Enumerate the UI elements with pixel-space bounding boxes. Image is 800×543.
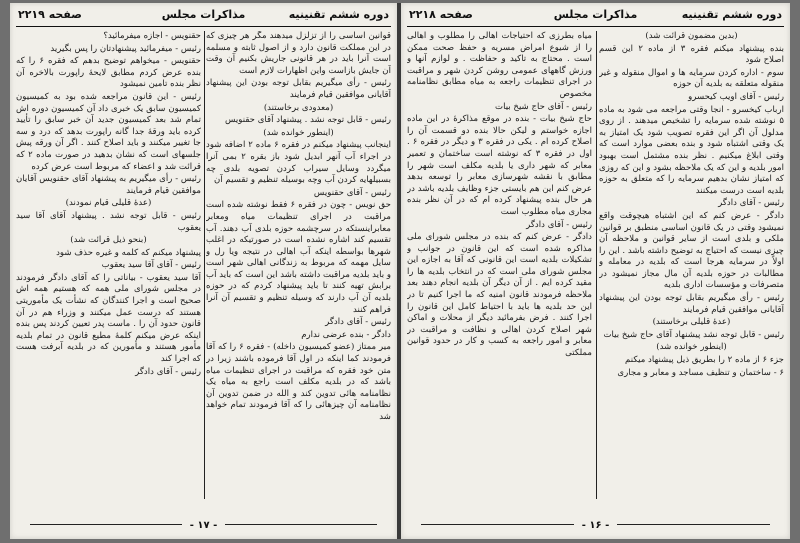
paragraph: سوم - اداره کردن سرمایه ها و اموال منقوله و غیر منقوله متعلقه به بلدیه آن حوزه — [599, 67, 784, 90]
footer-page-number: - ۱۷ - — [182, 520, 226, 531]
paragraph: آقا سید یعقوب - بیاناتی را که آقای دادگر فرمودند در مجلس شورای ملی همه که هستیم همه اش صحیح است و اجرا کنندگان که نشأت یک مأموریتی هستند که درست عمل میکنند و وزراء هم در آن قانون حدود آن را . ماست پدر تعیین کردند پس بنده اینکه عرض میکنم کلمۀ مطیع قانون در تمام بلدیه مأمور هستند و مأمورین که در بلدیه آبرفت هست که اجرا کند — [16, 272, 201, 365]
paragraph: دادگر - عرض کنم که این اشتباه هیچوقت واقع نمیشود وقتی در یک قانون اساسی منطبق بر قوانین ملکی و بلدی است از سایر قوانین و ملاحظه آن چیزی نیست که احتیاج به توضیح داشته باشد . این را اولاً در سرمایه هرجا است که بلدیه در معامله و مطالبات در حوزه بلدیه آن مال مجاز نمیشود در متصرفات و مؤسسات اداری بلدیه — [599, 210, 784, 291]
paragraph: رئیس - رأی میگیریم به پیشنهاد آقای حقنویس آقایان موافقین قیام فرمایند — [16, 174, 201, 196]
paragraph: حقنویس - اجازه میفرمائید؟ — [103, 31, 201, 41]
paragraph: رئیس - آقای آقا سید یعقوب — [101, 260, 201, 271]
column-separator — [596, 31, 597, 499]
left-page — [10, 3, 397, 539]
paragraph: رئیس - قابل توجه نشد . پیشنهاد آقای حقنویس — [224, 115, 391, 126]
header-title: مذاکرات مجلس — [553, 8, 638, 21]
page-header — [409, 8, 782, 24]
header-page-number: صفحه ۲۲۱۸ — [409, 8, 473, 21]
paragraph: رئیس - آقای دادگر — [526, 219, 592, 230]
paragraph: (اینطور خوانده شد) — [263, 127, 334, 138]
footer-page-number: - ۱۶ - — [574, 520, 618, 531]
paragraph: رئیس - آقای دادگر — [718, 198, 784, 209]
text-column-right — [206, 31, 391, 499]
paragraph: رئیس - قابل توجه نشد . پیشنهاد آقای آقا سید یعقوب — [16, 210, 201, 233]
paragraph: (بنحو ذیل قرائت شد) — [70, 235, 147, 246]
paragraph: رئیس - میفرمائید پیشنهادتان را پس بگیرید — [50, 43, 201, 54]
header-session: دوره ششم تقنینیه — [681, 8, 782, 21]
paragraph: (عدۀ قلیلی برخاستند) — [652, 317, 731, 328]
text-column-left — [16, 31, 201, 499]
paragraph: پیشنهاد میکنم که کلمه و غیره حذف شود — [56, 247, 201, 258]
paragraph: رئیس - آقای حقنویس — [313, 187, 391, 198]
paragraph: دادگر - عرض کنم که بنده در مجلس شورای ملی مذاکره شده است که این قانون در جوانب و تشکیلات بلدیه است این قانونی که آقا به اجازه این مجلس شورای ملی است که در انتخاب بلدیه ها را مقید کرده ایم . از آن دیگر آن بلدیه انجام دهند بعد ملاحظه فرمودند قانون امنیه که ما اجرا کنیم تا در این حد بلدیه ها باید با احتیاط کامل این قانون را اجرا کنند . فرض بفرمائید دیگر از محلات و اماکن شهر اصلاح کردن اهالی و نظافت و مراقبت در معابر و امور راجعه به کسب و کار در حدود قوانین مملکتی — [407, 232, 592, 359]
header-title: مذاکرات مجلس — [161, 8, 246, 21]
paragraph: میر ممتاز (عضو کمیسیون داخله) - فقره ۶ را که آقا فرمودند کما اینکه در اول آقا فرموده باشند زیرا در متن خود فقره که مراقبت در اجرای تنظیمات میاه باشد که در بلدیه مکلف است راجع به میاه یک نظامنامه هائی تدوین کند و الله در ضمن تدوین آن نظامنامه آن چیزهائی را که آقا فرمودند تمام خواهد شد — [206, 342, 391, 422]
paragraph: رئیس - رأی میگیریم بقابل توجه بودن این پیشنهاد آقایانی موافقین قیام فرمایند — [599, 293, 784, 315]
text-column-right — [599, 31, 784, 499]
paragraph: ۶ - ساختمان و تنظیف مساجد و معابر و مجاری — [617, 367, 784, 378]
paragraph: رئیس - این قانون مراجعه شده بود به کمیسیون کمیسیون سابق یک خبری داد آن کمیسیون دوره اش تمام شد بعد کمیسیون جدید آن خبر سابق را تأیید کرده باید ورقۀ جدا گانه راپورت بدهد که درد و سه جا تغییر میکنند و باید اصلاح کنند . اگر آن ورقه پیش جلسهای است که نشان بدهید در صورت ماده ۲ که قرائت شد و اعضاء که مربوط است عرض کرده — [16, 91, 201, 172]
paragraph: (بدین مضمون قرائت شد) — [645, 31, 738, 41]
paragraph: حقنویس - میخواهم توضیح بدهم که فقره ۶ را که بنده عرض کردم مطابق لایحۀ راپورت بالاخره آن نظر بنده تامین نمیشود — [16, 56, 201, 90]
paragraph: (معدودی برخاستند) — [263, 102, 334, 113]
paragraph: میاه بطرزی که احتیاجات اهالی را مطلوب و اهالی را از شیوع امراض مسریه و حفظ صحت ممکن است . محتاج به تاکید و حفاظت . و لوازم آنها و ورزش گاههای عمومی روشن کردن شهر و مراقبت در اجرای تنظیمات راجعه به میاه مطابق نظامنامه مخصوص — [407, 31, 592, 99]
header-rule — [16, 26, 391, 27]
paragraph: رئیس - آقای دادگر — [325, 317, 391, 328]
right-page — [401, 3, 790, 539]
paragraph: رئیس - آقای دادگر — [135, 366, 201, 377]
header-rule — [407, 26, 784, 27]
page-footer — [401, 520, 790, 531]
paragraph: حق نویس - چون در فقره ۶ فقط نوشته شده است مراقبت در اجرای تنظیمات میاه ومعابر معابراینستکه در سرچشمه حوزه بلدی آب دهند. آب تقسیم کند اشاره نشده است در صورتیکه در اغلب شهرها بواسطه اینکه آب اهالی در نتیجه ویا رل و سایل مهمه که مربوط به زندگانی اهالی شهر است و باید بلدیه مراقبت داشته باشد این است که باید آب برابش تهیه کنند تا باید پیشنهاد کردم که در حوزه بلدیه آن آب دارند که وسیله تنظیم و تقسیم آن آنرا فراهم کنند — [206, 200, 391, 315]
header-page-number: صفحه ۲۲۱۹ — [18, 8, 82, 21]
paragraph: قوانین اساسی را از تزلزل میدهند مگر هر چیزی که در این مملکت قانون دارد و از اصول ثابته و مسلمه است آنرا باید در هر قانونی جاریش بکنیم آن وقت آن جایش بازاست واین اظهارات لازم است — [206, 31, 391, 76]
page-header — [18, 8, 389, 24]
paragraph: دادگر - بنده عرضی ندارم — [301, 329, 391, 340]
page-footer — [10, 520, 397, 531]
paragraph: (عدۀ قلیلی قیام نمودند) — [65, 198, 152, 209]
paragraph: رئیس - رأی میگیریم بقابل توجه بودن این پیشنهاد آقایانی موافقین قیام فرمایند — [206, 78, 391, 100]
paragraph: جزء ۶ از ماده ۲ را بطریق ذیل پیشنهاد میکنم — [625, 355, 784, 366]
paragraph: ارباب کیخسرو - انجا وقتی مراجعه می شود به ماده ۵ نوشته شده سرمایه را تشخیص میدهند . از روی مدلول آن اگر این فقره تصویب شود یک امتیاز به یک وقتی اشتباه شود و بنده بعضی موارد است که وقتی ابلاغ میکنیم . نظر بنده مشتمل است بهبود امور بلدیه و این که یک ملاحظه بشود و این که روزی که امتیاز نشان بدهیم سرمایه را که متعلق به حوزه بلدیه است درست میکنند — [599, 104, 784, 196]
paragraph: اینجانب پیشنهاد میکنم در فقره ۶ ماده ۲ اضافه شود در اجراء آب آنهر ابدیل شود باز بقره ۲ بمی آنرا میگردد وسایل سیراب کردن تصویه بلدی چه بسبیلهایه کردن آب وچه بوسیله تنظیم و تقسیم آن — [206, 140, 391, 186]
text-column-left — [407, 31, 592, 499]
paragraph: رئیس - آقای اویب کیحسرو — [688, 91, 784, 102]
header-session: دوره ششم تقنینیه — [288, 8, 389, 21]
paragraph: حاج شیخ بیات - بنده در موقع مذاکرۀ در این ماده اجازه خواستم و لیکن حالا بنده دو قسمت آن را اصلاح کرده ام . یکی در فقره ۳ و دیگر در فقره ۶ . اول در فقره ۳ که نوشته است ساختمان و تعمیر معابر که شهر داری یا بلدیه مکلف است شهر را مطابق با نقشه شهرسازی معابر را توسعه بدهد عرض کنم این هم بایستی جزء وظایف بلدیه باشد در هر حال بنده پیشنهاد کرده ام که در آن نظر بنده مجاری میاه مطلوب است — [407, 114, 592, 217]
paragraph: (اینطور خوانده شد) — [656, 342, 727, 353]
paragraph: رئیس - قابل توجه نشد پیشنهاد آقای حاج شیخ بیات — [603, 329, 784, 340]
column-separator — [204, 31, 205, 499]
paragraph: رئیس - آقای حاج شیخ بیات — [494, 101, 592, 112]
paragraph: بنده پیشنهاد میکنم فقره ۳ از ماده ۲ این قسم اصلاح شود — [599, 43, 784, 66]
